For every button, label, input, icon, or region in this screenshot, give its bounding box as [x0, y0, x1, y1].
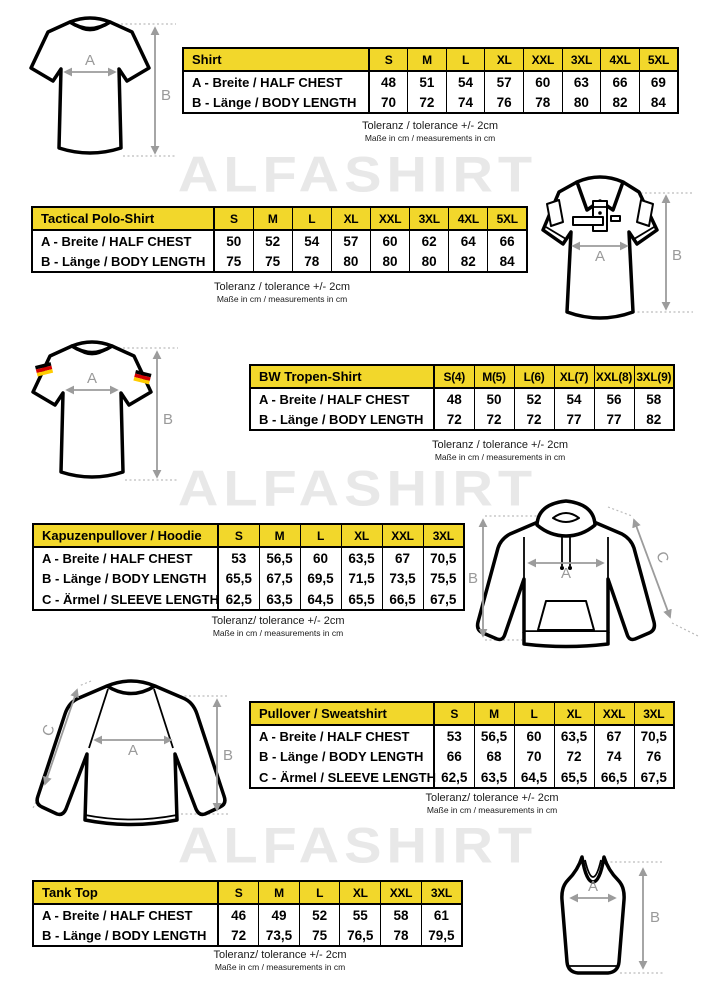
- size-value: 70,5: [423, 547, 464, 568]
- size-value: 78: [524, 92, 563, 113]
- size-value: 68: [474, 746, 514, 767]
- size-header: L: [299, 881, 340, 904]
- size-value: 75: [253, 251, 292, 272]
- row-label: A - Breite / HALF CHEST: [192, 74, 343, 90]
- size-value: 72: [434, 409, 474, 430]
- size-header: XXL: [381, 881, 422, 904]
- polo-drawing: [533, 170, 705, 332]
- size-value: 64: [449, 230, 488, 251]
- pullover-grid: [249, 701, 675, 789]
- tolerance-line: Toleranz/ tolerance +/- 2cm: [425, 792, 559, 804]
- measurement-row: [250, 725, 674, 746]
- size-value: 63,5: [259, 589, 300, 610]
- size-header: M: [474, 702, 514, 725]
- size-value: 66: [488, 230, 527, 251]
- size-header: 3XL: [562, 48, 601, 71]
- table-title: Shirt: [183, 48, 369, 71]
- sweatshirt-drawing: [15, 674, 247, 846]
- size-value: 62,5: [434, 767, 474, 788]
- bw-tropen-grid: [249, 364, 675, 431]
- table-title: Tactical Polo-Shirt: [32, 207, 214, 230]
- row-label: B - Länge / BODY LENGTH: [42, 927, 207, 943]
- size-value: 64,5: [514, 767, 554, 788]
- tshirt-drawing: [22, 10, 184, 170]
- size-value: 52: [253, 230, 292, 251]
- size-value: 80: [562, 92, 601, 113]
- size-value: 75: [214, 251, 253, 272]
- size-value: 58: [634, 388, 674, 409]
- size-value: 72: [474, 409, 514, 430]
- size-value: 74: [594, 746, 634, 767]
- size-header: 3XL: [423, 524, 464, 547]
- size-value: 66,5: [382, 589, 423, 610]
- size-value: 53: [218, 547, 259, 568]
- size-value: 66: [434, 746, 474, 767]
- tolerance-note: [148, 615, 408, 639]
- sleeve-pocket-left: [547, 200, 563, 226]
- size-header: XXL(8): [594, 365, 634, 388]
- size-header: 4XL: [449, 207, 488, 230]
- row-label: B - Länge / BODY LENGTH: [259, 411, 424, 427]
- tolerance-note: [370, 439, 630, 463]
- size-value: 50: [214, 230, 253, 251]
- tolerance-line: Toleranz / tolerance +/- 2cm: [213, 281, 351, 293]
- sleeve-pocket-right: [637, 200, 653, 226]
- units-line: Maße in cm / measurements in cm: [434, 452, 566, 462]
- size-header: L: [514, 702, 554, 725]
- size-value: 54: [446, 71, 485, 92]
- size-value: 70: [514, 746, 554, 767]
- tank-top-drawing: [540, 854, 705, 998]
- size-header: XXL: [524, 48, 563, 71]
- arrow-label-a: A: [560, 565, 572, 582]
- size-value: 69: [639, 71, 678, 92]
- size-value: 71,5: [341, 568, 382, 589]
- size-value: 66: [601, 71, 640, 92]
- measurement-row: [33, 547, 464, 568]
- size-header: S(4): [434, 365, 474, 388]
- size-header: S: [214, 207, 253, 230]
- size-value: 84: [639, 92, 678, 113]
- arrow-label-a: A: [127, 742, 139, 759]
- kangaroo-pocket: [538, 601, 594, 630]
- arrow-label-c: C: [38, 722, 59, 739]
- size-value: 67,5: [259, 568, 300, 589]
- size-value: 48: [369, 71, 408, 92]
- row-label: A - Breite / HALF CHEST: [42, 907, 193, 923]
- size-value: 63,5: [554, 725, 594, 746]
- shirt-grid: [182, 47, 679, 114]
- size-value: 73,5: [259, 925, 300, 946]
- size-value: 67,5: [423, 589, 464, 610]
- size-header: 4XL: [601, 48, 640, 71]
- size-header: M: [253, 207, 292, 230]
- size-value: 62: [410, 230, 449, 251]
- tolerance-line: Toleranz / tolerance +/- 2cm: [431, 439, 569, 451]
- size-header: S: [369, 48, 408, 71]
- size-header: XL: [341, 524, 382, 547]
- tactical-polo-size-table: [31, 206, 528, 273]
- size-value: 82: [634, 409, 674, 430]
- size-header: XL: [340, 881, 381, 904]
- size-value: 54: [554, 388, 594, 409]
- size-header: 5XL: [639, 48, 678, 71]
- row-label: C - Ärmel / SLEEVE LENGTH: [259, 769, 436, 785]
- size-header: 3XL(9): [634, 365, 674, 388]
- size-value: 60: [371, 230, 410, 251]
- size-header: XL(7): [554, 365, 594, 388]
- measurement-row: [250, 746, 674, 767]
- hoodie-size-table: [32, 523, 465, 611]
- size-value: 80: [331, 251, 370, 272]
- units-line: Maße in cm / measurements in cm: [216, 294, 348, 304]
- size-header: 3XL: [421, 881, 462, 904]
- size-value: 56,5: [474, 725, 514, 746]
- size-value: 69,5: [300, 568, 341, 589]
- size-value: 67,5: [634, 767, 674, 788]
- size-value: 61: [421, 904, 462, 925]
- size-value: 57: [331, 230, 370, 251]
- size-value: 62,5: [218, 589, 259, 610]
- size-value: 60: [524, 71, 563, 92]
- size-value: 65,5: [554, 767, 594, 788]
- size-value: 60: [514, 725, 554, 746]
- size-value: 77: [594, 409, 634, 430]
- size-value: 66,5: [594, 767, 634, 788]
- arrow-label-a: A: [594, 248, 606, 265]
- size-header: M: [259, 881, 300, 904]
- row-label: A - Breite / HALF CHEST: [259, 391, 410, 407]
- units-line: Maße in cm / measurements in cm: [426, 805, 558, 815]
- size-header: M: [408, 48, 447, 71]
- row-label: B - Länge / BODY LENGTH: [42, 571, 207, 586]
- size-value: 60: [300, 547, 341, 568]
- measurement-row: [32, 230, 527, 251]
- size-header: XXL: [382, 524, 423, 547]
- table-title: Pullover / Sweatshirt: [250, 702, 434, 725]
- tolerance-note: [150, 949, 410, 973]
- size-value: 54: [292, 230, 331, 251]
- tolerance-line: Toleranz/ tolerance +/- 2cm: [213, 949, 347, 961]
- shirt-size-table: [182, 47, 679, 114]
- size-value: 52: [514, 388, 554, 409]
- size-value: 72: [554, 746, 594, 767]
- tolerance-note: [152, 281, 412, 305]
- size-header: L: [292, 207, 331, 230]
- tolerance-line: Toleranz / tolerance +/- 2cm: [361, 120, 499, 132]
- arrow-label-a: A: [84, 52, 96, 69]
- size-value: 56,5: [259, 547, 300, 568]
- size-header: S: [434, 702, 474, 725]
- size-value: 77: [554, 409, 594, 430]
- table-title: Tank Top: [33, 881, 218, 904]
- size-value: 67: [382, 547, 423, 568]
- row-label: B - Länge / BODY LENGTH: [192, 94, 357, 110]
- size-value: 50: [474, 388, 514, 409]
- measurement-row: [33, 904, 462, 925]
- size-value: 82: [449, 251, 488, 272]
- size-value: 78: [292, 251, 331, 272]
- size-value: 72: [408, 92, 447, 113]
- arrow-label-a: A: [86, 370, 98, 387]
- size-header: L: [300, 524, 341, 547]
- row-label: A - Breite / HALF CHEST: [259, 728, 410, 744]
- size-header: L(6): [514, 365, 554, 388]
- arrow-label-b: B: [163, 411, 174, 428]
- size-value: 74: [446, 92, 485, 113]
- tolerance-note: [300, 120, 560, 144]
- arrow-label-b: B: [650, 909, 661, 926]
- measurement-row: [250, 767, 674, 788]
- alfashirt-watermark: ALFASHIRT: [177, 459, 538, 517]
- size-header: XXL: [594, 702, 634, 725]
- size-value: 58: [381, 904, 422, 925]
- size-value: 48: [434, 388, 474, 409]
- hoodie-drawing: [462, 495, 707, 663]
- arrow-label-b: B: [672, 247, 683, 264]
- size-value: 80: [371, 251, 410, 272]
- measurement-row: [250, 409, 674, 430]
- size-value: 56: [594, 388, 634, 409]
- bw-tropen-shirt-drawing: [24, 334, 186, 494]
- size-value: 46: [218, 904, 259, 925]
- tolerance-note: [362, 792, 622, 816]
- size-value: 70: [369, 92, 408, 113]
- size-value: 72: [218, 925, 259, 946]
- size-value: 82: [601, 92, 640, 113]
- size-header: XXL: [371, 207, 410, 230]
- row-label: B - Länge / BODY LENGTH: [41, 253, 206, 269]
- units-line: Maße in cm / measurements in cm: [212, 628, 344, 638]
- size-value: 63,5: [474, 767, 514, 788]
- size-header: XL: [554, 702, 594, 725]
- measurement-row: [33, 925, 462, 946]
- size-value: 65,5: [218, 568, 259, 589]
- row-label: C - Ärmel / SLEEVE LENGTH: [42, 591, 219, 607]
- size-value: 65,5: [341, 589, 382, 610]
- size-value: 75,5: [423, 568, 464, 589]
- units-line: Maße in cm / measurements in cm: [214, 962, 346, 972]
- hoodie-grid: [32, 523, 465, 611]
- size-value: 64,5: [300, 589, 341, 610]
- size-value: 53: [434, 725, 474, 746]
- size-value: 63: [562, 71, 601, 92]
- arrow-label-a: A: [587, 878, 599, 895]
- measurement-row: [33, 589, 464, 610]
- arrow-label-c: C: [652, 549, 673, 566]
- size-value: 63,5: [341, 547, 382, 568]
- pullover-size-table: [249, 701, 675, 789]
- table-title: BW Tropen-Shirt: [250, 365, 434, 388]
- row-label: A - Breite / HALF CHEST: [41, 233, 192, 249]
- measurement-row: [183, 92, 678, 113]
- measurement-row: [33, 568, 464, 589]
- size-header: 3XL: [634, 702, 674, 725]
- size-value: 73,5: [382, 568, 423, 589]
- alfashirt-watermark: ALFASHIRT: [177, 145, 538, 203]
- size-header: 5XL: [488, 207, 527, 230]
- measurement-row: [250, 388, 674, 409]
- arrow-label-b: B: [468, 570, 479, 587]
- size-value: 80: [410, 251, 449, 272]
- size-value: 49: [259, 904, 300, 925]
- size-value: 67: [594, 725, 634, 746]
- size-header: 3XL: [410, 207, 449, 230]
- size-value: 84: [488, 251, 527, 272]
- size-value: 72: [514, 409, 554, 430]
- size-value: 75: [299, 925, 340, 946]
- size-value: 76: [485, 92, 524, 113]
- size-value: 78: [381, 925, 422, 946]
- hem-band: [524, 632, 608, 647]
- table-title: Kapuzenpullover / Hoodie: [33, 524, 218, 547]
- tolerance-line: Toleranz/ tolerance +/- 2cm: [211, 615, 345, 627]
- size-header: S: [218, 881, 259, 904]
- size-header: XL: [331, 207, 370, 230]
- units-line: Maße in cm / measurements in cm: [364, 133, 496, 143]
- tank-top-grid: [32, 880, 463, 947]
- alfashirt-watermark: ALFASHIRT: [177, 816, 538, 874]
- chest-tape-patch: [573, 217, 603, 225]
- measurement-row: [32, 251, 527, 272]
- size-value: 70,5: [634, 725, 674, 746]
- size-value: 52: [299, 904, 340, 925]
- size-header: L: [446, 48, 485, 71]
- tank-top-size-table: [32, 880, 463, 947]
- size-value: 55: [340, 904, 381, 925]
- arrow-label-b: B: [161, 87, 172, 104]
- size-value: 57: [485, 71, 524, 92]
- size-value: 79,5: [421, 925, 462, 946]
- row-label: B - Länge / BODY LENGTH: [259, 749, 424, 764]
- arrow-label-b: B: [223, 747, 234, 764]
- size-header: XL: [485, 48, 524, 71]
- size-value: 51: [408, 71, 447, 92]
- size-header: M(5): [474, 365, 514, 388]
- size-header: S: [218, 524, 259, 547]
- size-value: 76: [634, 746, 674, 767]
- tactical-polo-grid: [31, 206, 528, 273]
- row-label: A - Breite / HALF CHEST: [42, 550, 193, 566]
- bw-tropen-size-table: [249, 364, 675, 431]
- measurement-row: [183, 71, 678, 92]
- size-value: 76,5: [340, 925, 381, 946]
- size-header: M: [259, 524, 300, 547]
